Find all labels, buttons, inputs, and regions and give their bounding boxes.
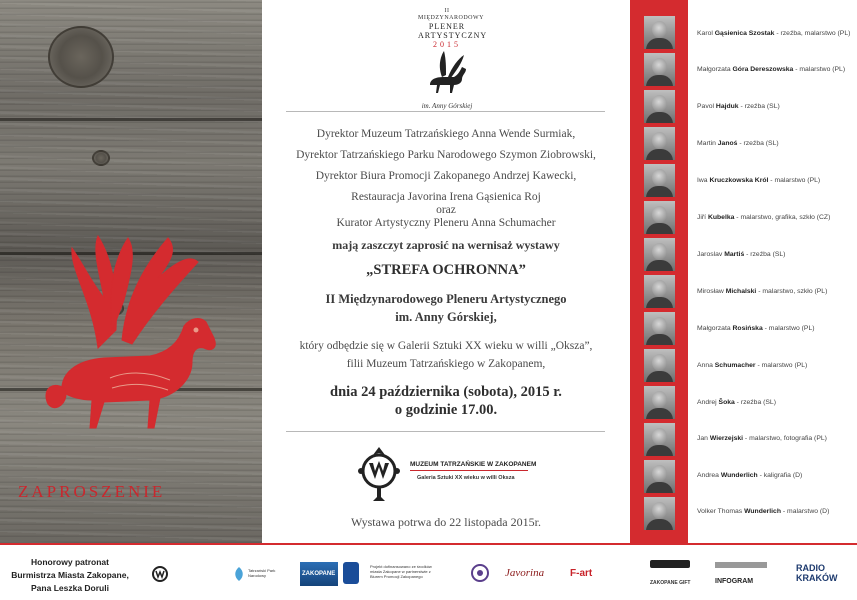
artist-photo <box>644 164 675 197</box>
winged-horse-illustration <box>0 0 262 543</box>
artist-entry: Pavol Hajduk - rzeźba (SL) <box>697 103 780 110</box>
event-date: dnia 24 października (sobota), 2015 r. <box>330 384 562 400</box>
fart-sponsor-logo: F-art <box>570 568 593 579</box>
artist-photo <box>644 127 675 160</box>
artist-entry: Martin Janoś - rzeźba (SL) <box>697 140 779 147</box>
project-funding-note: Projekt dofinansowano ze środków miasta Zakopane w partnerstwie z Biurem Promocji Zakopanego <box>370 564 432 579</box>
venue-line-1: który odbędzie się w Galerii Sztuki XX wieku w willi „Oksza”, <box>299 340 593 352</box>
host-line-2: Dyrektor Tatrzańskiego Parku Narodowego Szymon Ziobrowski, <box>296 149 596 161</box>
logo-line3: ARTYSTYCZNY <box>418 31 488 40</box>
host-line-1: Dyrektor Muzeum Tatrzańskiego Anna Wende Surmiak, <box>316 128 576 140</box>
artist-photo <box>644 497 675 530</box>
artist-photo <box>644 275 675 308</box>
artist-entry: Małgorzata Rosińska - malarstwo (PL) <box>697 325 815 332</box>
plener-line-1: II Międzynarodowego Pleneru Artystycznego <box>325 292 567 306</box>
media-sponsor-bar <box>650 560 690 568</box>
footer-red-line <box>0 543 857 545</box>
artist-entry: Jaroslav Martiś - rzeźba (SL) <box>697 251 786 258</box>
invitation-title: ZAPROSZENIE <box>18 482 166 501</box>
artist-entry: Andrea Wunderlich - kaligrafia (D) <box>697 472 803 479</box>
logo-year: 2015 <box>433 40 461 49</box>
event-time: o godzinie 17.00. <box>394 402 498 418</box>
host-line-6: Kurator Artystyczny Pleneru Anna Schumacher <box>336 217 556 229</box>
artist-entry: Volker Thomas Wunderlich - malarstwo (D) <box>697 508 830 515</box>
museum-title: MUZEUM TATRZAŃSKIE W ZAKOPANEM <box>410 461 537 468</box>
venue-line-2: filii Muzeum Tatrzańskiego w Zakopanem, <box>346 358 546 370</box>
host-line-5: oraz <box>436 204 456 216</box>
wood-cover-panel <box>0 0 262 543</box>
zakopane-crest-icon <box>343 562 359 584</box>
plener-logo <box>418 8 488 110</box>
artist-photo <box>644 386 675 419</box>
museum-logo <box>355 445 555 503</box>
artist-photo <box>644 423 675 456</box>
artist-photo <box>644 201 675 234</box>
media-sponsor-bar-2 <box>715 562 767 568</box>
artist-entry: Jiří Kubelka - malarstwo, grafika, szkło (CZ) <box>697 214 831 221</box>
zakopane-sponsor-label: ZAKOPANE <box>302 571 336 577</box>
tpn-leaf-icon <box>232 566 246 582</box>
museum-red-line <box>410 470 528 471</box>
javorina-sponsor-logo: Javorina <box>505 567 545 579</box>
artist-photo <box>644 53 675 86</box>
flower-sponsor-icon <box>470 562 490 586</box>
artist-entry: Anna Schumacher - malarstwo (PL) <box>697 362 808 369</box>
artist-entry: Andrej Šoka - rzeźba (SL) <box>697 399 776 406</box>
artist-photo <box>644 238 675 271</box>
logo-signature: im. Anny Górskiej <box>421 102 473 110</box>
zakopane-sponsor-logo <box>300 562 338 586</box>
infogram-logo: INFOGRAM <box>715 578 754 585</box>
logo-horse-icon <box>422 49 472 95</box>
zakopane-gift-logo: ZAKOPANE GIFT <box>650 580 691 586</box>
artist-photo <box>644 16 675 49</box>
patron-line-1: Honorowy patronat <box>31 557 109 567</box>
plener-line-2: im. Anny Górskiej, <box>395 310 497 324</box>
patron-line-2: Burmistrza Miasta Zakopane, <box>11 570 129 580</box>
artist-photo <box>644 460 675 493</box>
artist-photo <box>644 349 675 382</box>
artist-entry: Mirosław Michalski - malarstwo, szkło (PL) <box>697 288 828 295</box>
honorary-patronage <box>0 556 140 595</box>
exhibition-duration: Wystawa potrwa do 22 listopada 2015r. <box>351 515 541 529</box>
logo-line2: PLENER <box>428 22 466 31</box>
tpn-sponsor-label: Tatrzański Park Narodowy <box>248 568 276 578</box>
artist-entry: Jan Wierzejski - malarstwo, fotografia (PL) <box>697 435 827 442</box>
invitation-honor-line: mają zaszczyt zaprosić na wernisaż wystawy <box>332 238 560 252</box>
artist-photo <box>644 312 675 345</box>
artist-entry: Karol Gąsienica Szostak - rzeźba, malarstwo (PL) <box>697 30 851 37</box>
museum-subtitle: Galeria Sztuki XX wieku w willi Oksza <box>417 475 515 481</box>
host-line-3: Dyrektor Biura Promocji Zakopanego Andrzej Kawecki, <box>315 170 577 182</box>
artist-entry: Iwa Kruczkowska Król - malarstwo (PL) <box>697 177 821 184</box>
exhibition-title: „STREFA OCHRONNA” <box>366 262 526 278</box>
host-line-4: Restauracja Javorina Irena Gąsienica Roj <box>351 191 541 203</box>
museum-emblem-icon <box>355 445 403 503</box>
patron-line-3: Pana Leszka Doruli <box>31 583 109 593</box>
logo-line1: II MIĘDZYNARODOWY <box>418 8 484 21</box>
artist-entry: Małgorzata Góra Dereszowska - malarstwo (PL) <box>697 66 846 73</box>
top-divider <box>286 111 605 112</box>
tpn-sponsor-logo <box>232 564 292 586</box>
radio-krakow-logo: RADIO KRAKÓW <box>796 563 838 583</box>
museum-emblem-small-icon <box>150 563 170 585</box>
museum-sponsor-logo <box>150 563 220 587</box>
artist-photo <box>644 90 675 123</box>
bottom-divider <box>286 431 605 432</box>
